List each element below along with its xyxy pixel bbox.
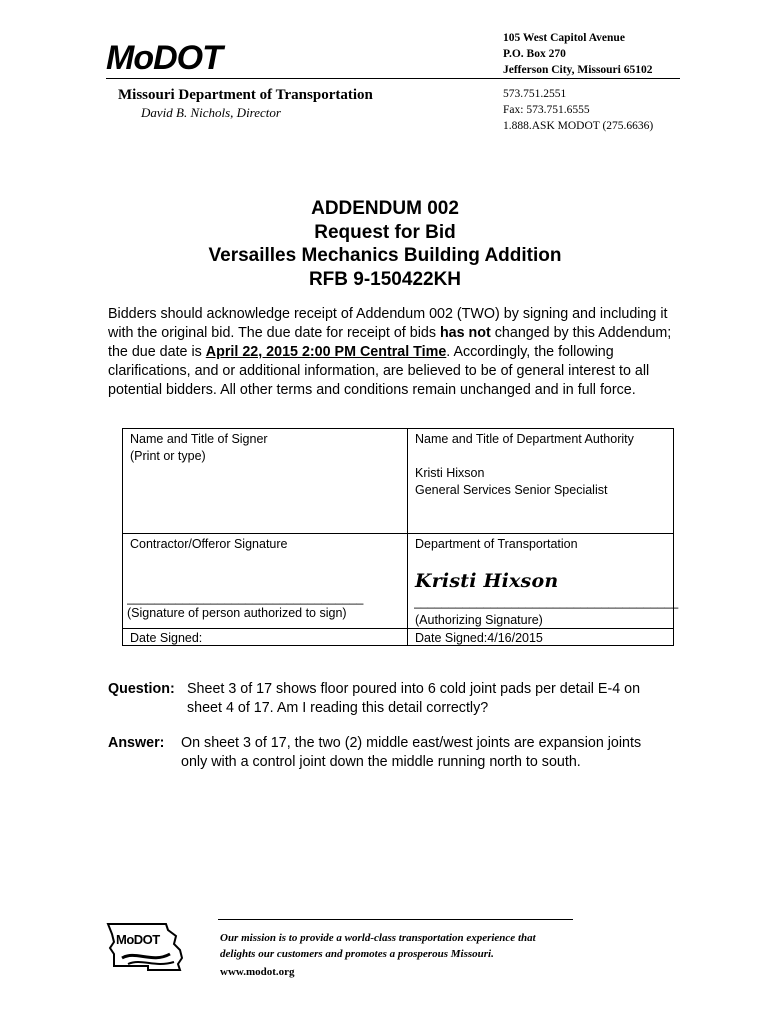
question-label: Question: <box>108 681 175 697</box>
phone-fax: Fax: 573.751.6555 <box>503 104 590 116</box>
authority-title: General Services Senior Specialist <box>415 483 608 497</box>
signer-header: Name and Title of Signer <box>130 432 268 446</box>
website-link[interactable]: www.modot.org <box>220 966 295 978</box>
answer-line-2: only with a control joint down the middle running north to south. <box>181 754 581 770</box>
signature-note: (Signature of person authorized to sign) <box>127 606 347 620</box>
title-project: Versailles Mechanics Building Addition <box>208 245 562 266</box>
answer-label: Answer: <box>108 735 165 751</box>
authorizing-note: (Authorizing Signature) <box>415 613 543 627</box>
title-addendum: ADDENDUM 002 <box>311 198 459 219</box>
modot-logo: MoDOT <box>106 39 222 77</box>
footer-rule <box>218 919 573 920</box>
header-rule <box>106 78 680 79</box>
authority-header: Name and Title of Department Authority <box>415 432 634 446</box>
authorizing-signature-line: ______________________________________ <box>414 595 679 609</box>
address-line-3: Jefferson City, Missouri 65102 <box>503 64 653 76</box>
phone-toll-free: 1.888.ASK MODOT (275.6636) <box>503 120 654 132</box>
signer-subheader: (Print or type) <box>130 449 206 463</box>
contractor-signature-label: Contractor/Offeror Signature <box>130 537 288 551</box>
phone-main: 573.751.2551 <box>503 88 567 100</box>
contractor-signature-line[interactable]: __________________________________ <box>127 591 364 605</box>
mission-line-1: Our mission is to provide a world-class transportation experience that <box>220 932 536 944</box>
address-line-2: P.O. Box 270 <box>503 48 566 60</box>
due-date: April 22, 2015 2:00 PM Central Time <box>205 344 447 360</box>
question-line-1: Sheet 3 of 17 shows floor poured into 6 cold joint pads per detail E-4 on <box>187 681 641 697</box>
department-name: Missouri Department of Transportation <box>118 87 373 103</box>
mission-line-2: delights our customers and promotes a prosperous Missouri. <box>220 948 494 960</box>
table-divider-row-2 <box>122 628 674 629</box>
answer-line-1: On sheet 3 of 17, the two (2) middle east/west joints are expansion joints <box>181 735 642 751</box>
intro-emphasis: has not <box>439 325 491 341</box>
authorizing-signature: Kristi Hixson <box>415 570 559 592</box>
address-line-1: 105 West Capitol Avenue <box>503 32 625 44</box>
intro-text-1: Bidders should acknowledge receipt of Addendum 002 (TWO) by signing and including it with the original bid. The due date for receipt of bids <box>108 306 668 341</box>
title-rfb-number: RFB 9-150422KH <box>308 269 462 290</box>
table-divider-row-1 <box>122 533 674 534</box>
table-divider-vertical <box>407 428 408 646</box>
intro-paragraph <box>108 305 683 400</box>
footer-logo-text: MoDOT <box>116 932 160 947</box>
date-signed-left[interactable]: Date Signed: <box>130 631 203 645</box>
title-request: Request for Bid <box>314 222 456 243</box>
intro-text-3: . Accordingly, the following clarifications, and or additional information, are believed to be of general interest to all potential bidders. All other terms and conditions remain unchanged and in full force. <box>108 344 650 398</box>
director-name: David B. Nichols, Director <box>141 105 281 120</box>
authority-name: Kristi Hixson <box>415 466 485 480</box>
intro-text-2: changed by this Addendum; the due date is <box>108 325 672 360</box>
date-signed-right: Date Signed:4/16/2015 <box>415 631 543 645</box>
missouri-state-outline-icon <box>104 920 188 974</box>
department-label: Department of Transportation <box>415 537 578 551</box>
question-line-2: sheet 4 of 17. Am I reading this detail correctly? <box>187 700 489 716</box>
footer-logo <box>104 920 188 974</box>
